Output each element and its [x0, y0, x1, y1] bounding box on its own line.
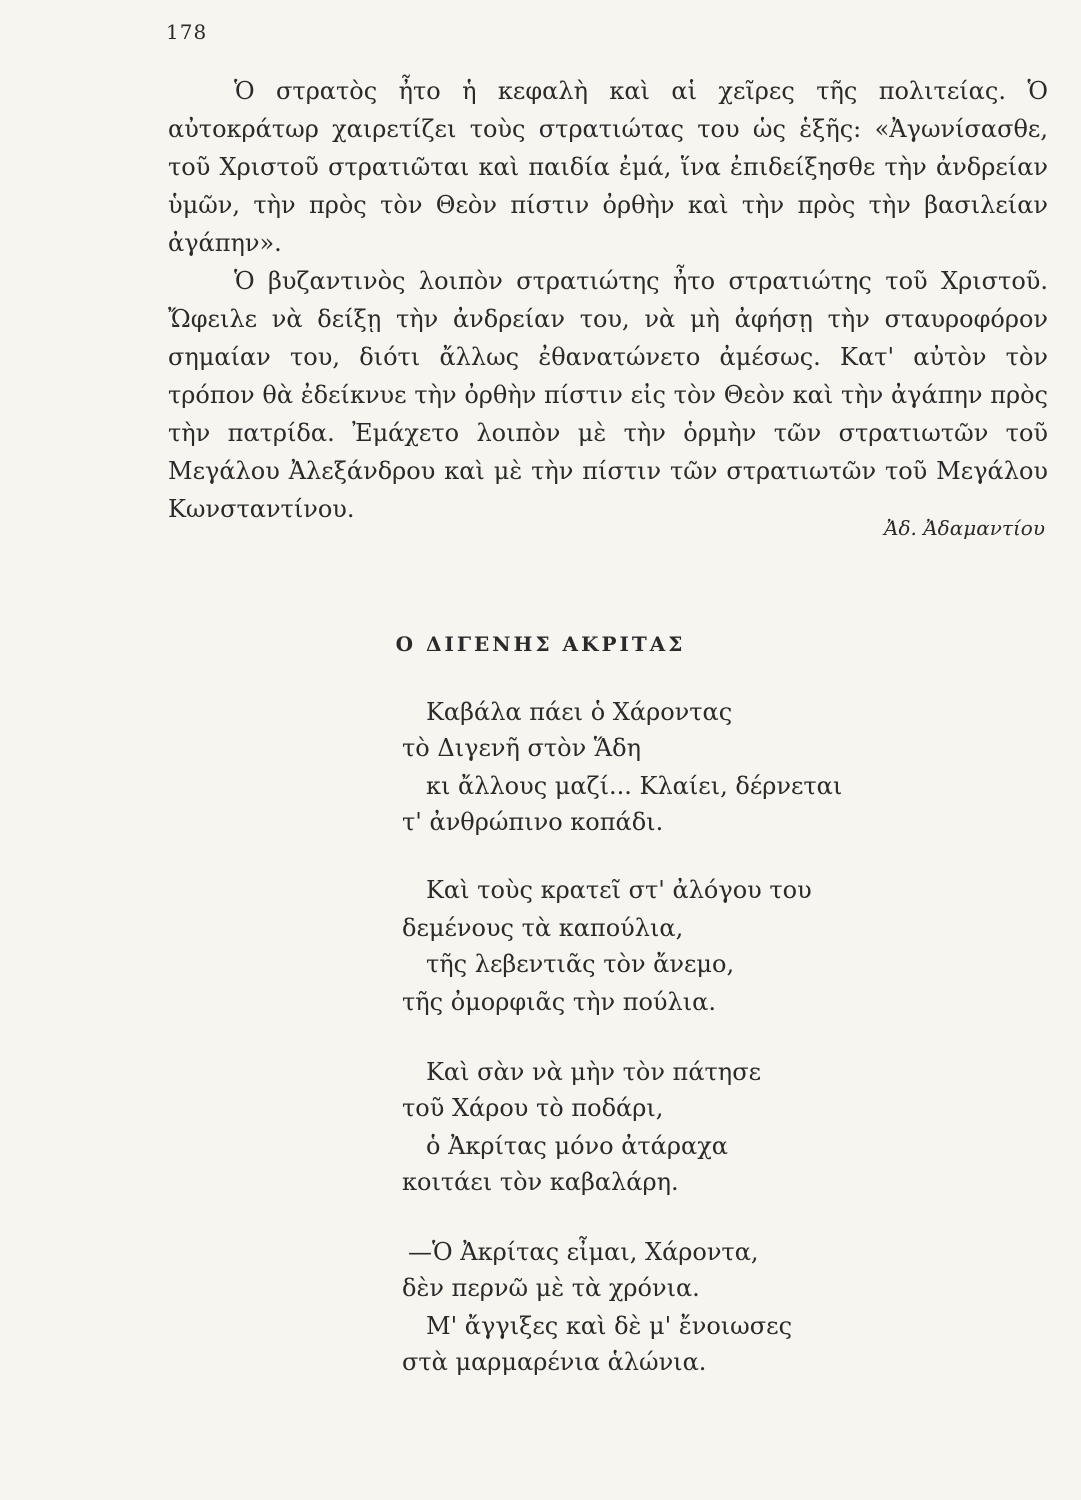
- poem-line: κι ἄλλους μαζί... Κλαίει, δέρνεται: [426, 772, 843, 800]
- prose-paragraph: Ὁ στρατὸς ἦτο ἡ κεφαλὴ καὶ αἱ χεῖρες τῆς πολιτείας. Ὁ αὐτοκράτωρ χαιρετίζει τοὺς στρατιώτας του ὡς ἑξῆς: «Ἀγωνίσασθε, τοῦ Χριστοῦ στρατιῶται καὶ παιδία ἐμά, ἵνα ἐπιδείξησθε τὴν ἀνδρείαν ὑμῶν, τὴν πρὸς τὸν Θεὸν πίστιν ὀρθὴν καὶ τὴν πρὸς τὴν βασιλείαν ἀγάπην».: [168, 77, 1048, 257]
- prose-paragraph: Ὁ βυζαντινὸς λοιπὸν στρατιώτης ἦτο στρατιώτης τοῦ Χριστοῦ. Ὤφειλε νὰ δείξῃ τὴν ἀνδρείαν του, νὰ μὴ ἀφήσῃ τὴν σταυροφόρον σημαίαν του, διότι ἄλλως ἐθανατώνετο ἀμέσως. Κατ' αὐτὸν τὸν τρόπον θὰ ἐδείκνυε τὴν ὀρθὴν πίστιν εἰς τὸν Θεὸν καὶ τὴν ἀγάπην πρὸς τὴν πατρίδα. Ἐμάχετο λοιπὸν μὲ τὴν ὁρμὴν τῶν στρατιωτῶν τοῦ Μεγάλου Ἀλεξάνδρου καὶ μὲ τὴν πίστιν τῶν στρατιωτῶν τοῦ Μεγάλου Κωνσταντίνου.: [168, 267, 1048, 523]
- poem-line: στὰ μαρμαρένια ἁλώνια.: [402, 1348, 707, 1376]
- page-number: 178: [166, 20, 208, 44]
- poem-line: τ' ἀνθρώπινο κοπάδι.: [402, 808, 664, 836]
- poem-line: τῆς ὀμορφιᾶς τὴν πούλια.: [402, 988, 716, 1016]
- poem-line: —Ὁ Ἀκρίτας εἶμαι, Χάροντα,: [408, 1238, 759, 1266]
- author-attribution: Ἀδ. Ἀδαμαντίου: [884, 516, 1045, 540]
- prose-section: [168, 72, 1048, 528]
- poem-title: Ο ΔΙΓΕΝΗΣ ΑΚΡΙΤΑΣ: [395, 632, 686, 656]
- poem-line: τῆς λεβεντιᾶς τὸν ἄνεμο,: [426, 950, 735, 978]
- poem-line: τὸ Διγενῆ στὸν Ἅδη: [402, 734, 641, 762]
- poem-line: δὲν περνῶ μὲ τὰ χρόνια.: [402, 1274, 700, 1302]
- poem-line: Καὶ σὰν νὰ μὴν τὸν πάτησε: [426, 1058, 762, 1086]
- poem-line: τοῦ Χάρου τὸ ποδάρι,: [402, 1094, 664, 1122]
- poem-line: δεμένους τὰ καπούλια,: [402, 914, 684, 942]
- poem-line: Καβάλα πάει ὁ Χάροντας: [426, 698, 733, 726]
- poem-line: Μ' ἄγγιξες καὶ δὲ μ' ἔνοιωσες: [426, 1312, 793, 1340]
- poem-line: ὁ Ἀκρίτας μόνο ἀτάραχα: [426, 1132, 728, 1160]
- poem-line: Καὶ τοὺς κρατεῖ στ' ἀλόγου του: [426, 876, 812, 904]
- poem-line: κοιτάει τὸν καβαλάρη.: [402, 1168, 679, 1196]
